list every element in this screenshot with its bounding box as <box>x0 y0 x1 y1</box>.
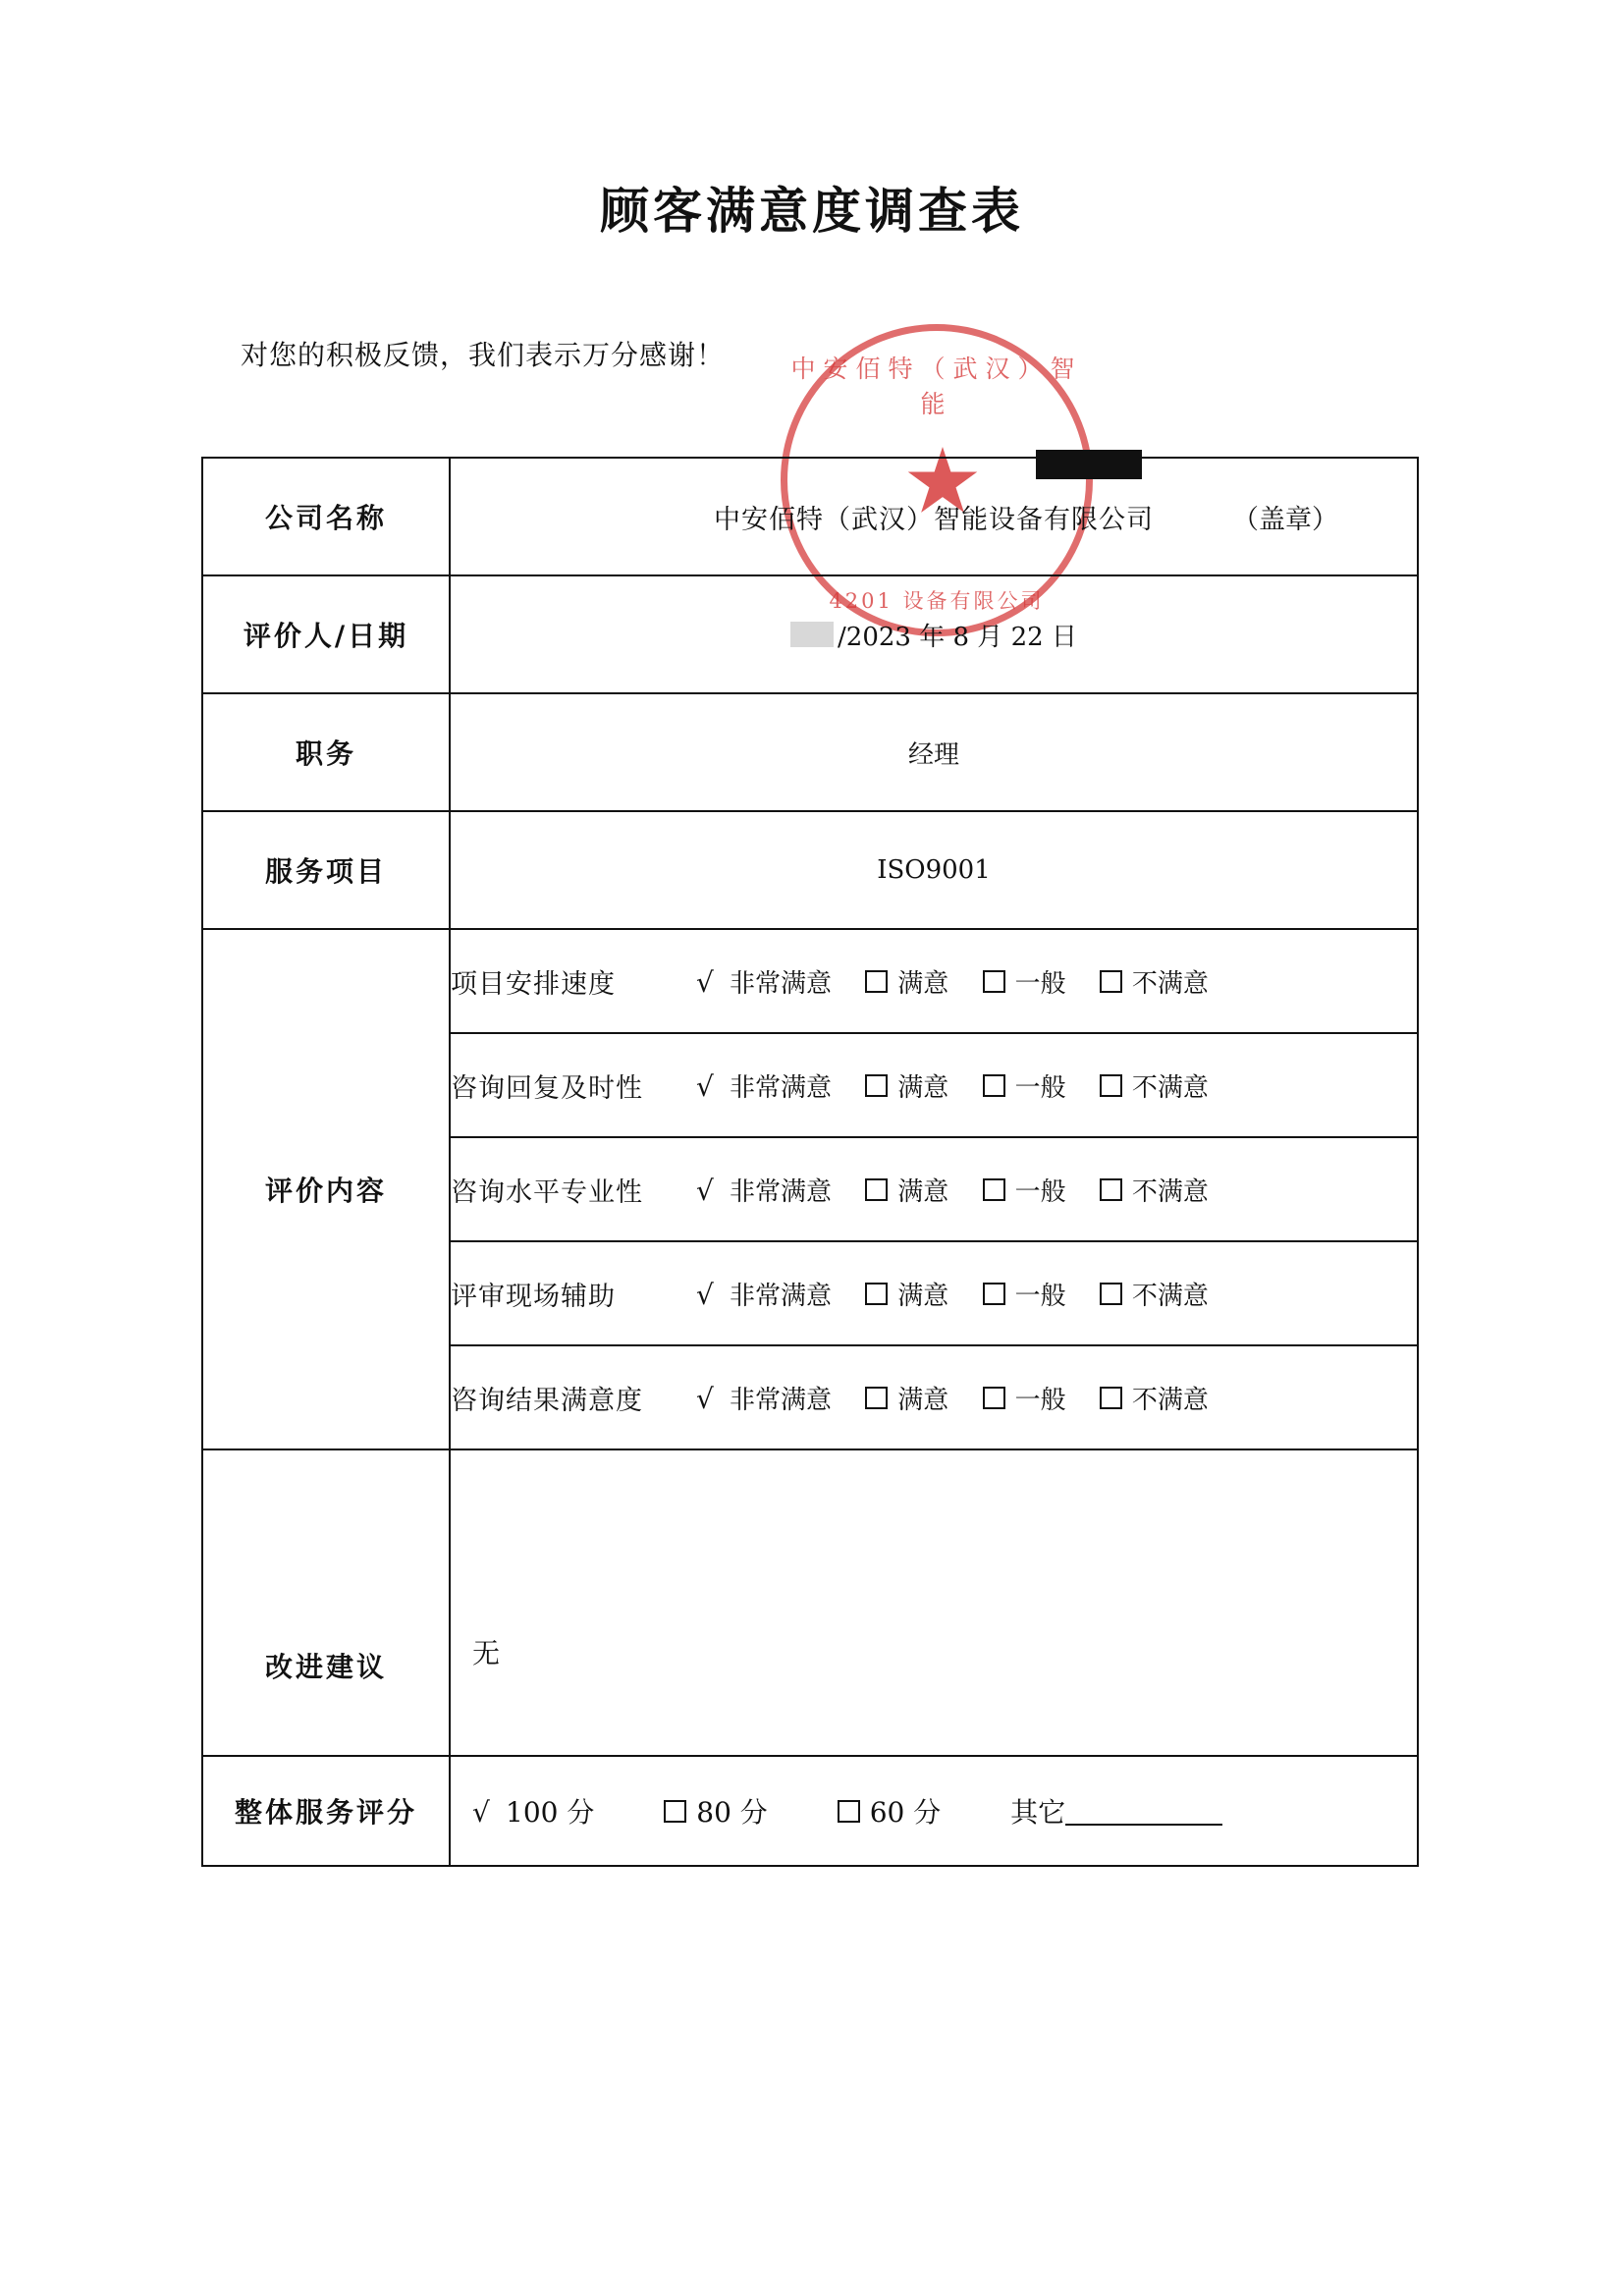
option-label: 一般 <box>1014 1281 1066 1311</box>
option-label: 非常满意 <box>730 1176 833 1207</box>
checkbox-icon[interactable] <box>865 1387 888 1409</box>
eval-item-label: 评审现场辅助 <box>451 1241 696 1345</box>
checkbox-icon[interactable] <box>865 970 888 993</box>
checkbox-icon[interactable] <box>1100 1074 1122 1097</box>
table-row-service <box>202 811 1418 929</box>
score-other-input[interactable] <box>1065 1798 1222 1826</box>
option-label: 不满意 <box>1131 968 1209 999</box>
option-satisfied[interactable] <box>865 1276 948 1312</box>
option-label: 满意 <box>897 1072 949 1103</box>
option-satisfied[interactable] <box>865 1067 948 1104</box>
option-label: 一般 <box>1014 1385 1066 1415</box>
seal-top-text: 中安佰特（武汉）智能 <box>790 355 1083 418</box>
table-row-evaluation <box>202 929 1418 1449</box>
check-icon: √ <box>696 965 714 999</box>
check-icon: √ <box>472 1796 490 1829</box>
redacted-name <box>790 622 834 647</box>
option-very-satisfied[interactable] <box>696 963 832 1000</box>
seal-bottom-text: 4201 设备有限公司 <box>829 589 1045 613</box>
table-row-score <box>202 1756 1418 1866</box>
score-option-label: 100 分 <box>506 1796 595 1829</box>
reviewer-label: 评价人/日期 <box>202 575 450 693</box>
option-very-satisfied[interactable] <box>696 1172 832 1208</box>
option-label: 非常满意 <box>730 1281 833 1311</box>
option-unsatisfied[interactable] <box>1100 963 1209 1000</box>
reviewer-value-cell <box>450 575 1418 693</box>
suggestion-value-cell[interactable] <box>450 1449 1418 1756</box>
option-label: 一般 <box>1014 1176 1066 1207</box>
checkbox-icon[interactable] <box>983 970 1005 993</box>
checkbox-icon[interactable] <box>983 1074 1005 1097</box>
score-label: 整体服务评分 <box>202 1756 450 1866</box>
check-icon: √ <box>696 1278 714 1311</box>
option-label: 非常满意 <box>730 1385 833 1415</box>
seal-note: （盖章） <box>1232 504 1338 535</box>
checkbox-icon[interactable] <box>865 1074 888 1097</box>
checkbox-icon[interactable] <box>983 1387 1005 1409</box>
position-label: 职务 <box>202 693 450 811</box>
star-icon: ★ <box>901 428 984 534</box>
service-value: ISO9001 <box>450 811 1418 929</box>
checkbox-icon[interactable] <box>1100 1178 1122 1201</box>
score-option-label: 80 分 <box>696 1796 768 1829</box>
option-label: 一般 <box>1014 1072 1066 1103</box>
table-row-position <box>202 693 1418 811</box>
option-label: 一般 <box>1014 968 1066 999</box>
suggestion-value: 无 <box>472 1637 501 1669</box>
company-label: 公司名称 <box>202 458 450 575</box>
score-option-label: 60 分 <box>869 1796 942 1829</box>
checkbox-icon[interactable] <box>1100 1283 1122 1305</box>
option-label: 满意 <box>897 1281 949 1311</box>
score-option-60[interactable] <box>838 1791 942 1831</box>
page-title: 顾客满意度调查表 <box>600 182 1024 240</box>
checkbox-icon[interactable] <box>983 1283 1005 1305</box>
option-average[interactable] <box>983 1172 1066 1208</box>
eval-item-label: 咨询结果满意度 <box>451 1385 643 1416</box>
score-options-cell <box>450 1756 1418 1866</box>
option-average[interactable] <box>983 1380 1066 1416</box>
intro-text: 对您的积极反馈，我们表示万分感谢！ <box>241 339 726 371</box>
table-row-company <box>202 458 1418 575</box>
service-label: 服务项目 <box>202 811 450 929</box>
checkbox-icon[interactable] <box>1100 970 1122 993</box>
option-very-satisfied[interactable] <box>696 1276 832 1312</box>
table-row-suggestion <box>202 1449 1418 1756</box>
table-row <box>451 1345 1417 1449</box>
evaluation-label: 评价内容 <box>202 929 450 1449</box>
eval-item-label: 项目安排速度 <box>451 930 696 1033</box>
eval-item-label: 咨询回复及时性 <box>451 1033 696 1137</box>
option-satisfied[interactable] <box>865 1380 948 1416</box>
eval-item-options <box>696 930 1417 1033</box>
option-unsatisfied[interactable] <box>1100 1172 1209 1208</box>
option-label: 满意 <box>897 1385 949 1415</box>
reviewer-date-value: /2023 年 8 月 22 日 <box>838 622 1077 652</box>
table-row <box>451 1137 1417 1241</box>
option-label: 不满意 <box>1131 1072 1209 1103</box>
table-row <box>451 930 1417 1033</box>
check-icon: √ <box>696 1174 714 1207</box>
option-label: 不满意 <box>1131 1176 1209 1207</box>
option-average[interactable] <box>983 963 1066 1000</box>
company-value: 中安佰特（武汉）智能设备有限公司 <box>714 504 1154 535</box>
checkbox-icon[interactable] <box>664 1800 686 1823</box>
table-row <box>451 1033 1417 1137</box>
option-average[interactable] <box>983 1067 1066 1104</box>
checkbox-icon[interactable] <box>865 1178 888 1201</box>
option-unsatisfied[interactable] <box>1100 1380 1209 1416</box>
evaluation-items-cell <box>450 929 1418 1449</box>
survey-form-table <box>201 457 1419 1867</box>
option-unsatisfied[interactable] <box>1100 1067 1209 1104</box>
score-option-other[interactable] <box>1010 1791 1222 1831</box>
suggestion-label <box>202 1449 450 1756</box>
check-icon: √ <box>696 1069 714 1103</box>
option-label: 不满意 <box>1131 1385 1209 1415</box>
eval-item-label: 咨询水平专业性 <box>451 1137 696 1241</box>
option-very-satisfied[interactable] <box>696 1067 832 1104</box>
eval-item-options <box>696 1137 1417 1241</box>
table-row-reviewer <box>202 575 1418 693</box>
position-value: 经理 <box>450 693 1418 811</box>
checkbox-icon[interactable] <box>1100 1387 1122 1409</box>
checkbox-icon[interactable] <box>865 1283 888 1305</box>
score-other-label: 其它 <box>1010 1796 1066 1829</box>
checkbox-icon[interactable] <box>838 1800 860 1823</box>
option-label: 非常满意 <box>730 1072 833 1103</box>
suggestion-label-text: 改进建议 <box>264 1651 387 1683</box>
option-very-satisfied[interactable] <box>696 1380 832 1416</box>
eval-item-options <box>696 1033 1417 1137</box>
score-option-100[interactable] <box>472 1791 594 1831</box>
score-option-80[interactable] <box>664 1791 768 1831</box>
evaluation-items-table <box>451 930 1417 1449</box>
check-icon: √ <box>696 1382 714 1415</box>
eval-item-options <box>696 1241 1417 1345</box>
option-label: 非常满意 <box>730 968 833 999</box>
eval-item-options <box>696 1345 1417 1449</box>
option-unsatisfied[interactable] <box>1100 1276 1209 1312</box>
option-satisfied[interactable] <box>865 1172 948 1208</box>
option-label: 不满意 <box>1131 1281 1209 1311</box>
company-value-cell <box>450 458 1418 575</box>
option-average[interactable] <box>983 1276 1066 1312</box>
option-satisfied[interactable] <box>865 963 948 1000</box>
checkbox-icon[interactable] <box>983 1178 1005 1201</box>
option-label: 满意 <box>897 968 949 999</box>
table-row <box>451 1241 1417 1345</box>
option-label: 满意 <box>897 1176 949 1207</box>
